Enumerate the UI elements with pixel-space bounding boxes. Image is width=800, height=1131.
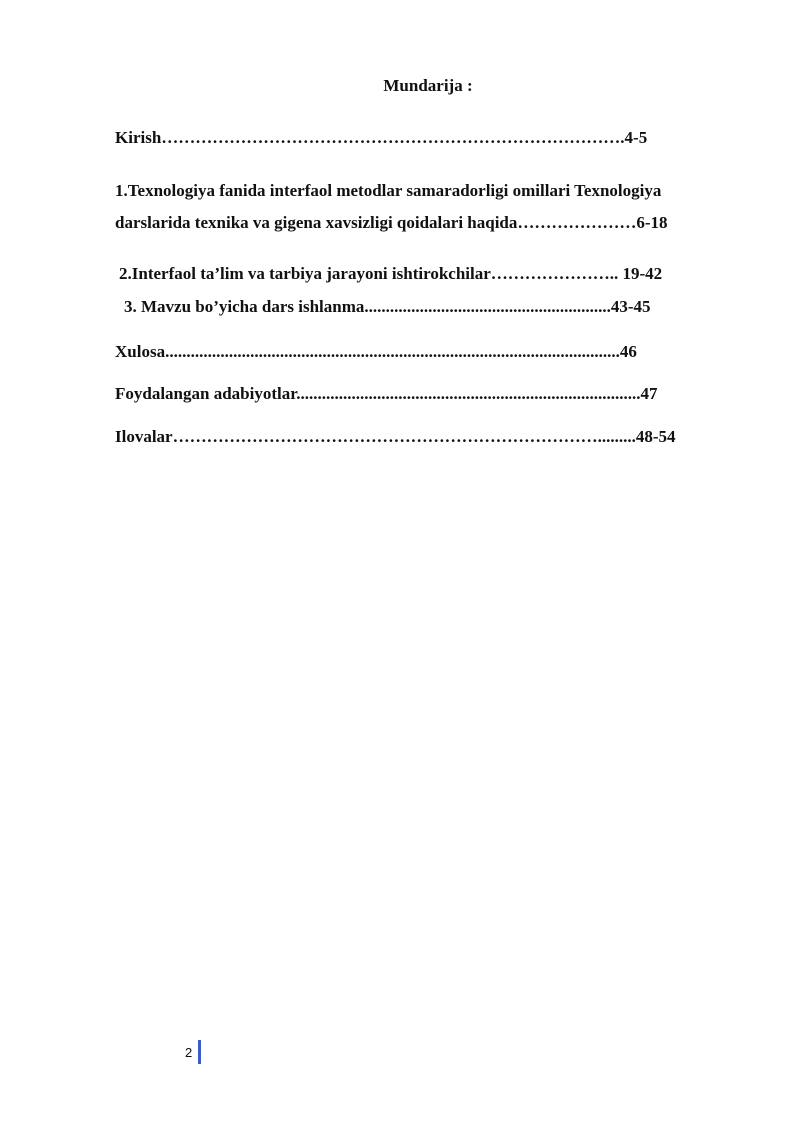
toc-entry-chapter-1-line-1: 1.Texnologiya fanida interfaol metodlar samaradorligi omillari Texnologiya	[115, 181, 662, 200]
toc-entry-xulosa: Xulosa...........................................................................................................46	[115, 342, 637, 361]
toc-entry-kirish: Kirish……………………………………………………………………….4-5	[115, 128, 648, 147]
toc-entry-ilovalar: Ilovalar………………………………………………………………….........48-54	[115, 427, 676, 446]
toc-entry-chapter-1-line-2: darslarida texnika va gigena xavsizligi qoidalari haqida…………………6-18	[115, 213, 668, 232]
toc-entry-adabiyotlar: Foydalangan adabiyotlar.................................................................................47	[115, 384, 658, 403]
toc-entry-chapter-2: 2.Interfaol ta’lim va tarbiya jarayoni ishtirokchilar………………….. 19-42	[119, 264, 663, 283]
toc-entry-chapter-3: 3. Mavzu bo’yicha dars ishlanma..........................................................43-45	[124, 297, 651, 316]
page-number-bar	[198, 1040, 201, 1064]
page-number: 2	[185, 1045, 193, 1060]
toc-title: Mundarija :	[383, 76, 473, 95]
